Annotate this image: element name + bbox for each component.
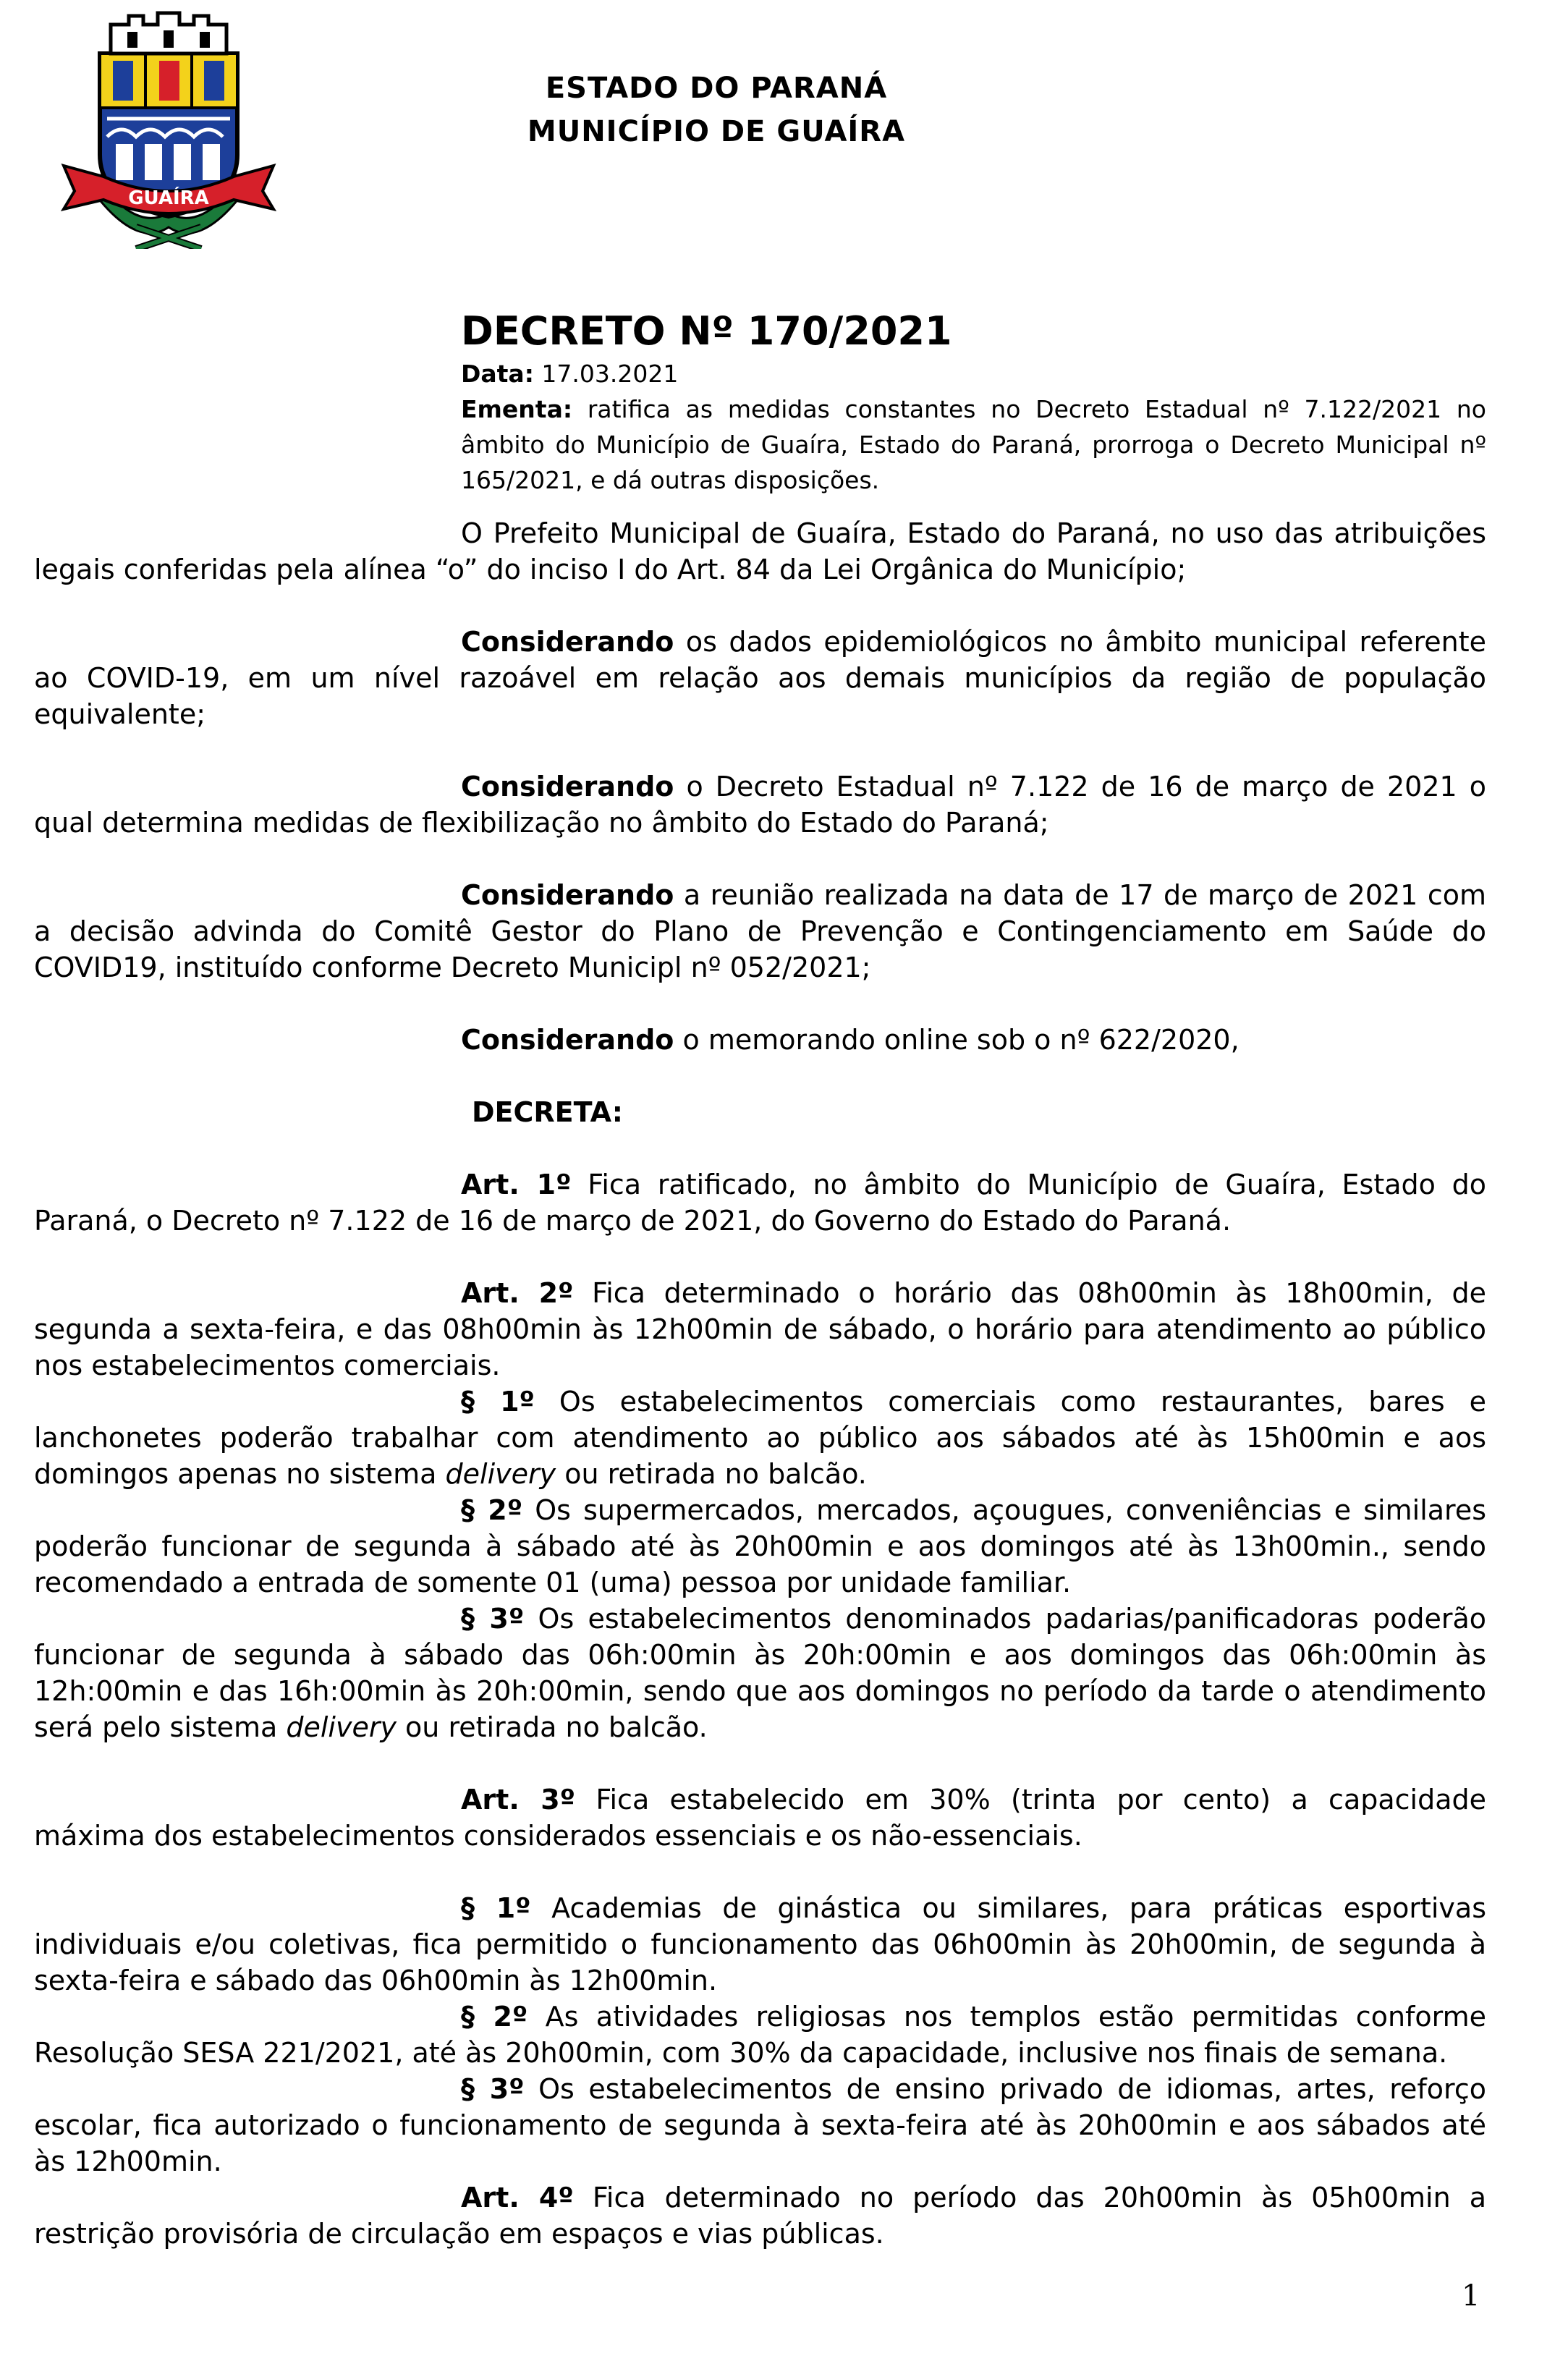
paragraph-label: § 1º	[461, 1892, 531, 1924]
delivery-term: delivery	[445, 1458, 556, 1490]
considerando-word: Considerando	[461, 626, 674, 658]
page-number: 1	[1462, 2279, 1480, 2313]
article-2-label: Art. 2º	[461, 1277, 574, 1309]
considerando-word: Considerando	[461, 879, 674, 911]
paragraph-label: § 2º	[461, 1494, 523, 1526]
paragraph-label: § 1º	[461, 1386, 535, 1418]
ementa-label: Ementa:	[461, 395, 573, 423]
paragraph-text: ou retirada no balcão.	[556, 1458, 867, 1490]
decree-title: DECRETO Nº 170/2021	[461, 308, 952, 354]
date-label: Data:	[461, 360, 534, 388]
crest-ribbon-text: GUAÍRA	[128, 187, 209, 209]
state-name: ESTADO DO PARANÁ	[545, 72, 888, 105]
ementa-text: ratifica as medidas constantes no Decreto Estadual nº 7.122/2021 no âmbito do Município de Guaíra, Estado do Paraná, prorroga o Decreto Municipal nº 165/2021, e dá outras disposições.	[461, 395, 1486, 494]
article-2-paragraph-2	[34, 1492, 1486, 1601]
article-2	[34, 1275, 1486, 1384]
municipal-crest	[49, 10, 288, 249]
paragraph-label: § 3º	[461, 2073, 525, 2105]
article-4	[34, 2179, 1486, 2252]
paragraph-text: Os supermercados, mercados, açougues, conveniências e similares poderão funcionar de segunda à sábado até às 20h00min e aos domingos até às 13h00min., sendo recomendado a entrada de somente 01 (uma) pessoa por unidade familiar.	[34, 1494, 1486, 1598]
preamble: O Prefeito Municipal de Guaíra, Estado do Paraná, no uso das atribuições legais conferidas pela alínea “o” do inciso I do Art. 84 da Lei Orgânica do Município;	[34, 517, 1486, 585]
delivery-term: delivery	[286, 1711, 397, 1743]
article-3-paragraph-3	[34, 2071, 1486, 2179]
municipality-name: MUNICÍPIO DE GUAÍRA	[527, 115, 906, 148]
article-2-paragraph-1	[34, 1384, 1486, 1492]
considerando-1-text: os dados epidemiológicos no âmbito municipal referente ao COVID-19, em um nível razoável em relação aos demais municípios da região de população equivalente;	[34, 626, 1486, 730]
considerando-4	[34, 1022, 1486, 1058]
considerando-word: Considerando	[461, 1024, 674, 1056]
paragraph-text: Os estabelecimentos de ensino privado de idiomas, artes, reforço escolar, fica autorizado o funcionamento de segunda à sexta-feira até às 20h00min e aos sábados até às 12h00min.	[34, 2073, 1486, 2177]
considerando-2	[34, 768, 1486, 841]
considerando-1	[34, 624, 1486, 732]
paragraph-text: Os estabelecimentos comerciais como restaurantes, bares e lanchonetes poderão trabalhar com atendimento ao público aos sábados até às 15h00min e aos domingos apenas no sistema	[34, 1386, 1486, 1490]
article-3-paragraph-1	[34, 1890, 1486, 1999]
article-3	[34, 1782, 1486, 1854]
article-3-paragraph-2	[34, 1999, 1486, 2071]
article-1-label: Art. 1º	[461, 1169, 572, 1200]
article-4-label: Art. 4º	[461, 2182, 574, 2213]
paragraph-text: Academias de ginástica ou similares, para práticas esportivas individuais e/ou coletivas, fica permitido o funcionamento das 06h00min às 20h00min, de segunda à sexta-feira e sábado das 06h00min às 12h00min.	[34, 1892, 1486, 1996]
article-1	[34, 1166, 1486, 1239]
article-3-label: Art. 3º	[461, 1784, 576, 1816]
considerando-3	[34, 877, 1486, 986]
paragraph-text: As atividades religiosas nos templos estão permitidas conforme Resolução SESA 221/2021, até às 20h00min, com 30% da capacidade, inclusive nos finais de semana.	[34, 2001, 1487, 2069]
paragraph-text: Os estabelecimentos denominados padarias/panificadoras poderão funcionar de segunda à sábado das 06h:00min às 20h:00min e aos domingos das 06h:00min às 12h:00min e das 16h:00min às 20h:00min, sendo que aos domingos no período da tarde o atendimento será pelo sistema	[34, 1603, 1487, 1743]
date-value: 17.03.2021	[541, 360, 679, 388]
article-2-text: Fica determinado o horário das 08h00min às 18h00min, de segunda a sexta-feira, e das 08h00min às 12h00min de sábado, o horário para atendimento ao público nos estabelecimentos comerciais.	[34, 1277, 1486, 1381]
article-4-text: Fica determinado no período das 20h00min às 05h00min a restrição provisória de circulação em espaços e vias públicas.	[34, 2182, 1486, 2250]
article-1-text: Fica ratificado, no âmbito do Município de Guaíra, Estado do Paraná, o Decreto nº 7.122 de 16 de março de 2021, do Governo do Estado do Paraná.	[34, 1169, 1486, 1237]
considerando-word: Considerando	[461, 771, 674, 802]
decree-date	[461, 356, 1486, 391]
paragraph-text: ou retirada no balcão.	[396, 1711, 708, 1743]
article-2-paragraph-3	[34, 1601, 1486, 1745]
decree-body	[34, 515, 1486, 2252]
considerando-2-text: o Decreto Estadual nº 7.122 de 16 de março de 2021 o qual determina medidas de flexibilização no âmbito do Estado do Paraná;	[34, 771, 1486, 839]
document-header	[405, 67, 1027, 153]
article-3-text: Fica estabelecido em 30% (trinta por cento) a capacidade máxima dos estabelecimentos considerados essenciais e os não-essenciais.	[34, 1784, 1486, 1852]
decree-ementa	[461, 391, 1486, 498]
paragraph-label: § 3º	[461, 1603, 525, 1635]
decreta-heading: DECRETA:	[472, 1096, 623, 1128]
decree-meta	[461, 356, 1486, 498]
paragraph-label: § 2º	[461, 2001, 528, 2033]
considerando-4-text: o memorando online sob o nº 622/2020,	[674, 1024, 1239, 1056]
considerando-3-text: a reunião realizada na data de 17 de março de 2021 com a decisão advinda do Comitê Gestor do Plano de Prevenção e Contingenciamento em Saúde do COVID19, instituído conforme Decreto Municipl nº 052/2021;	[34, 879, 1486, 983]
